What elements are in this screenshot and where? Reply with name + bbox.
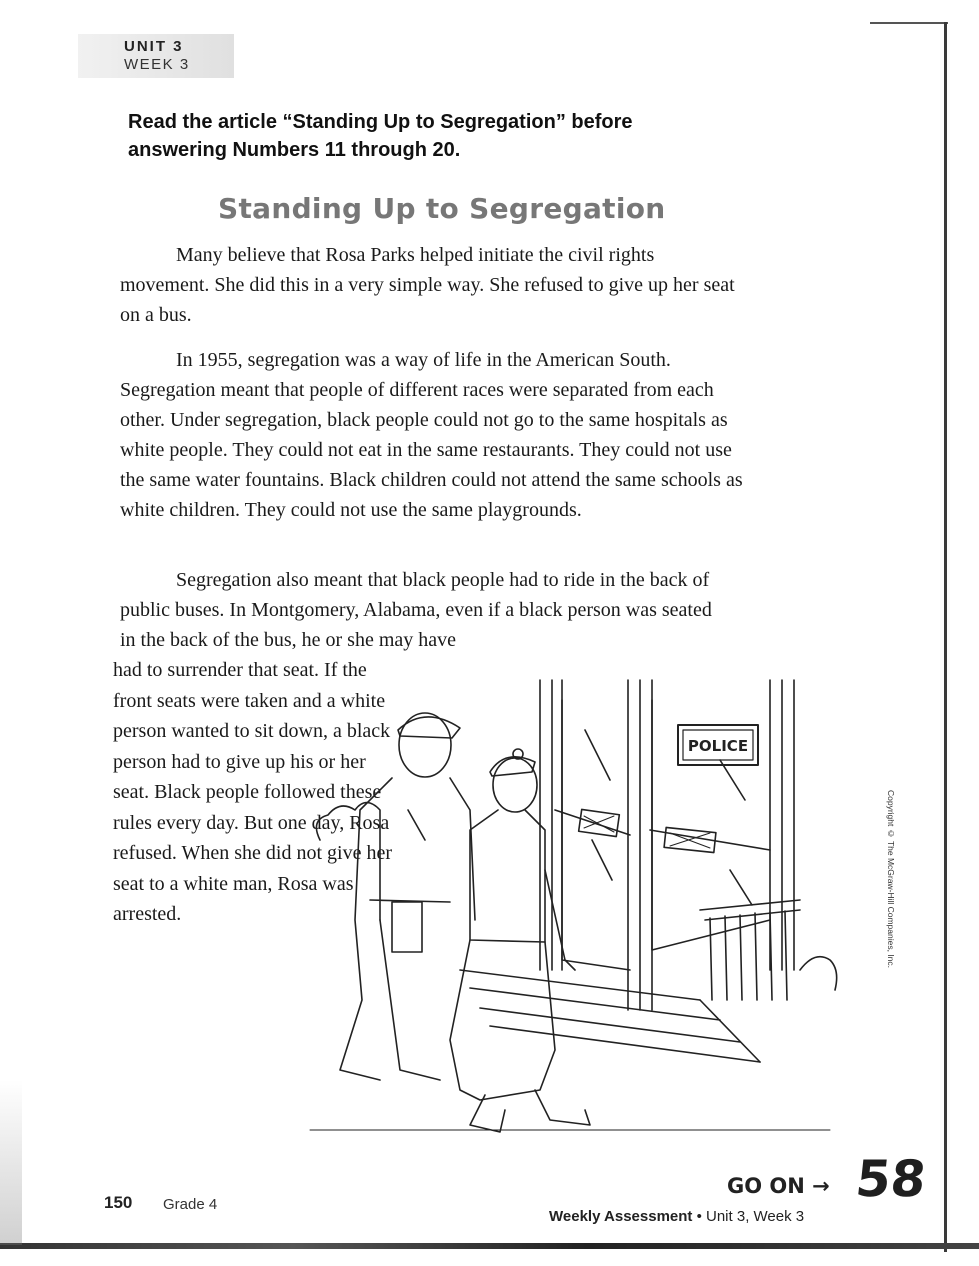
handwritten-score: 58 [852,1150,929,1208]
paragraph-3-wrap: had to surrender that seat. If the front seats were taken and a white person wanted to sit down, a black person had to give up his or her seat. Black people followed these rules every day. But one day, Rosa refused. When she did not give her seat to a white man, Rosa was arrested. [113,659,392,925]
paragraph-2: In 1955, segregation was a way of life in the American South. Segregation meant that people of different races were separated from each other. Under segregation, black people could not go to the same hospitals as white people. They could not eat in the same restaurants. They could not use the same water fountains. Black children could not attend the same schools as white children. They could not use the same playgrounds. [120,349,743,521]
unit-label: UNIT 3 [124,38,184,55]
footer-assessment [549,1208,804,1225]
instructions: Read the article “Standing Up to Segregation” before answering Numbers 11 through 20. [128,111,633,161]
paragraph-1: Many believe that Rosa Parks helped initiate the civil rights movement. She did this in a very simple way. She refused to give up her seat on a bus. [120,244,735,326]
page-edge-top [870,22,948,24]
article-title: Standing Up to Segregation [218,192,666,225]
page-edge-right [944,22,947,1252]
assessment-title: Weekly Assessment [549,1208,693,1225]
copyright-note: Copyright © The McGraw-Hill Companies, Inc. [886,790,896,969]
police-sign-text: POLICE [687,737,749,755]
grade-label: Grade 4 [163,1196,218,1213]
scan-shadow [0,1080,22,1245]
go-on-label: GO ON → [727,1174,830,1198]
page-edge-bottom [0,1243,979,1249]
week-label: WEEK 3 [124,56,190,73]
paragraph-3: Segregation also meant that black people had to ride in the back of public buses. In Montgomery, Alabama, even if a black person was seated in the back of the bus, he or she may have [120,569,712,651]
page-number: 150 [104,1193,133,1212]
assessment-unit: • Unit 3, Week 3 [692,1208,805,1225]
rosa-parks-illustration [300,670,840,1150]
